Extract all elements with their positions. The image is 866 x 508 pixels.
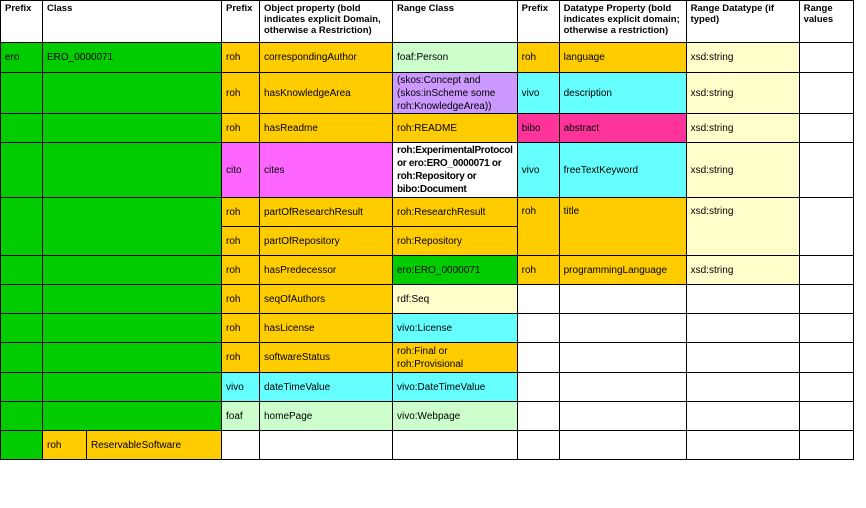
object-property-cell [260, 431, 393, 460]
range-class-cell: vivo:DateTimeValue [393, 373, 518, 402]
header-object-property-cell: Object property (bold indicates explicit Domain, otherwise a Restriction) [260, 1, 393, 43]
header-row [1, 1, 854, 43]
dp-prefix-cell: bibo [517, 114, 559, 143]
range-values-cell [799, 143, 853, 198]
range-datatype-cell [686, 402, 799, 431]
datatype-property-cell: abstract [559, 114, 686, 143]
object-property-cell: dateTimeValue [260, 373, 393, 402]
class-prefix-cell [1, 373, 43, 402]
datatype-property-cell [559, 431, 686, 460]
range-datatype-cell: xsd:string [686, 114, 799, 143]
object-property-cell: partOfResearchResult [260, 198, 393, 227]
header-range-class-cell: Range Class [393, 1, 518, 43]
range-class-cell: roh:README [393, 114, 518, 143]
range-class-cell: roh:Final or roh:Provisional [393, 343, 518, 373]
range-datatype-cell: xsd:string [686, 256, 799, 285]
dp-prefix-cell: roh [517, 43, 559, 73]
op-prefix-cell: roh [222, 43, 260, 73]
class-prefix-cell [1, 314, 43, 343]
dp-prefix-cell [517, 373, 559, 402]
header-class-cell: Class [43, 1, 222, 43]
range-values-cell [799, 402, 853, 431]
class-prefix-cell [1, 402, 43, 431]
range-datatype-cell [686, 343, 799, 373]
subclass-prefix-cell: roh [43, 431, 87, 460]
table-row [1, 114, 854, 143]
range-values-cell [799, 373, 853, 402]
object-property-cell: hasReadme [260, 114, 393, 143]
table-row [1, 431, 854, 460]
datatype-property-cell [559, 314, 686, 343]
dp-prefix-cell: vivo [517, 143, 559, 198]
table-row [1, 73, 854, 114]
range-values-cell [799, 43, 853, 73]
range-class-cell: roh:Repository [393, 227, 518, 256]
op-prefix-cell: roh [222, 314, 260, 343]
dp-prefix-cell [517, 343, 559, 373]
range-datatype-cell [686, 314, 799, 343]
subclass-name-cell: ReservableSoftware [87, 431, 222, 460]
class-prefix-cell [1, 256, 43, 285]
table-row [1, 285, 854, 314]
class-name-cell [43, 314, 222, 343]
object-property-cell: correspondingAuthor [260, 43, 393, 73]
datatype-property-cell: language [559, 43, 686, 73]
class-name-cell: ERO_0000071 [43, 43, 222, 73]
object-property-cell: softwareStatus [260, 343, 393, 373]
range-datatype-cell: xsd:string [686, 73, 799, 114]
header-prefix-cell: Prefix [222, 1, 260, 43]
datatype-property-cell: programmingLanguage [559, 256, 686, 285]
object-property-cell: cites [260, 143, 393, 198]
range-class-cell: foaf:Person [393, 43, 518, 73]
class-name-cell [43, 198, 222, 256]
op-prefix-cell: roh [222, 114, 260, 143]
range-datatype-cell: xsd:string [686, 43, 799, 73]
class-name-cell [43, 114, 222, 143]
class-prefix-cell [1, 114, 43, 143]
header-prefix-cell: Prefix [517, 1, 559, 43]
table-row [1, 198, 854, 227]
datatype-property-cell [559, 373, 686, 402]
dp-prefix-cell: roh [517, 256, 559, 285]
op-prefix-cell: vivo [222, 373, 260, 402]
object-property-cell: hasLicense [260, 314, 393, 343]
op-prefix-cell: cito [222, 143, 260, 198]
object-property-cell: homePage [260, 402, 393, 431]
range-class-cell: ero:ERO_0000071 [393, 256, 518, 285]
datatype-property-cell: title [559, 198, 686, 256]
object-property-cell: partOfRepository [260, 227, 393, 256]
range-class-cell [393, 431, 518, 460]
range-class-cell: (skos:Concept and (skos:inScheme some roh:KnowledgeArea)) [393, 73, 518, 114]
range-values-cell [799, 256, 853, 285]
class-prefix-cell [1, 73, 43, 114]
table-row [1, 143, 854, 198]
header-range-datatype-cell: Range Datatype (if typed) [686, 1, 799, 43]
op-prefix-cell [222, 431, 260, 460]
range-class-cell: rdf:Seq [393, 285, 518, 314]
class-prefix-cell: ero [1, 43, 43, 73]
class-prefix-cell [1, 198, 43, 256]
op-prefix-cell: roh [222, 343, 260, 373]
class-prefix-cell [1, 285, 43, 314]
header-prefix-cell: Prefix [1, 1, 43, 43]
datatype-property-cell [559, 285, 686, 314]
range-datatype-cell [686, 373, 799, 402]
range-class-cell: vivo:Webpage [393, 402, 518, 431]
datatype-property-cell [559, 343, 686, 373]
class-name-cell [43, 343, 222, 373]
class-name-cell [43, 285, 222, 314]
table-row [1, 373, 854, 402]
header-range-values-cell: Range values [799, 1, 853, 43]
datatype-property-cell: description [559, 73, 686, 114]
range-class-cell: roh:ExperimentalProtocol or ero:ERO_0000071 or roh:Repository or bibo:Document [393, 143, 518, 198]
op-prefix-cell: foaf [222, 402, 260, 431]
range-datatype-cell [686, 285, 799, 314]
range-class-cell: vivo:License [393, 314, 518, 343]
op-prefix-cell: roh [222, 285, 260, 314]
class-prefix-cell [1, 143, 43, 198]
dp-prefix-cell [517, 431, 559, 460]
header-datatype-property-cell: Datatype Property (bold indicates explicit domain; otherwise a restriction) [559, 1, 686, 43]
object-property-cell: hasPredecessor [260, 256, 393, 285]
op-prefix-cell: roh [222, 73, 260, 114]
range-datatype-cell: xsd:string [686, 198, 799, 256]
range-values-cell [799, 343, 853, 373]
class-name-cell [43, 402, 222, 431]
range-class-cell: roh:ResearchResult [393, 198, 518, 227]
class-name-cell [43, 256, 222, 285]
op-prefix-cell: roh [222, 227, 260, 256]
datatype-property-cell [559, 402, 686, 431]
table-row [1, 343, 854, 373]
range-values-cell [799, 73, 853, 114]
class-name-cell [43, 73, 222, 114]
table-row [1, 402, 854, 431]
range-datatype-cell: xsd:string [686, 143, 799, 198]
object-property-cell: seqOfAuthors [260, 285, 393, 314]
dp-prefix-cell [517, 402, 559, 431]
op-prefix-cell: roh [222, 256, 260, 285]
class-prefix-cell [1, 431, 43, 460]
range-values-cell [799, 114, 853, 143]
object-property-cell: hasKnowledgeArea [260, 73, 393, 114]
range-datatype-cell [686, 431, 799, 460]
range-values-cell [799, 314, 853, 343]
dp-prefix-cell [517, 285, 559, 314]
table-row [1, 314, 854, 343]
datatype-property-cell: freeTextKeyword [559, 143, 686, 198]
table-row [1, 256, 854, 285]
range-values-cell [799, 431, 853, 460]
class-name-cell [43, 143, 222, 198]
class-name-cell [43, 373, 222, 402]
dp-prefix-cell [517, 314, 559, 343]
op-prefix-cell: roh [222, 198, 260, 227]
range-values-cell [799, 285, 853, 314]
table-row [1, 43, 854, 73]
dp-prefix-cell: vivo [517, 73, 559, 114]
class-prefix-cell [1, 343, 43, 373]
range-values-cell [799, 198, 853, 256]
dp-prefix-cell: roh [517, 198, 559, 256]
